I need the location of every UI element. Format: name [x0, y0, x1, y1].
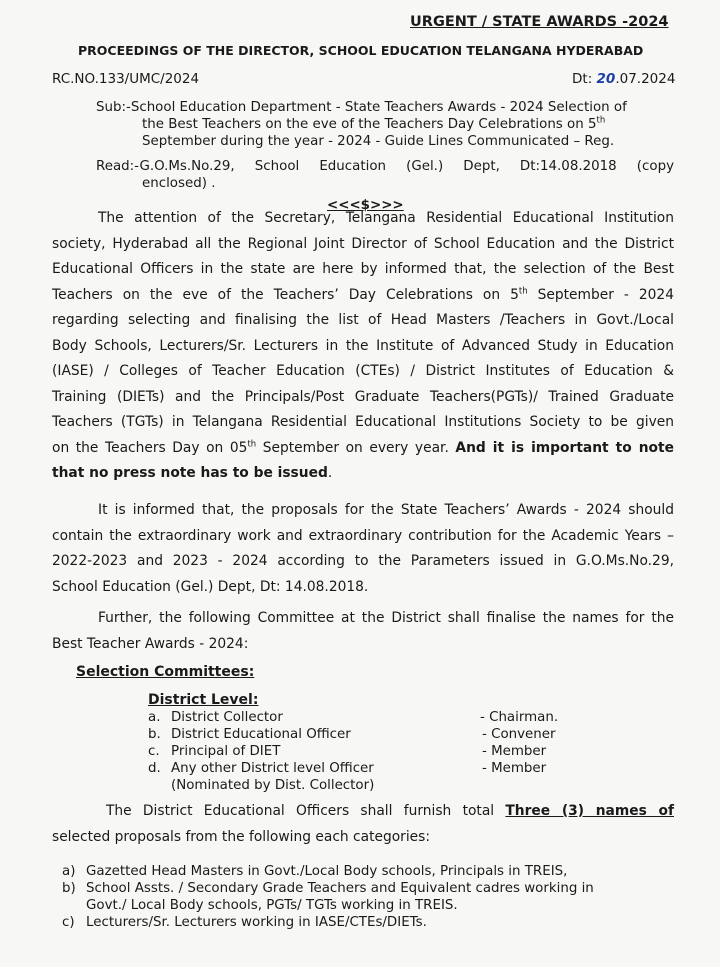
para1-line: Teachers (TGTs) in Telangana Residential Educational Institutions Society to be given — [52, 414, 674, 430]
category-item-continuation: Govt./ Local Body schools, PGTs/ TGTs working in TREIS. — [86, 898, 458, 913]
subject-line-2: the Best Teachers on the eve of the Teachers Day Celebrations on 5th — [142, 115, 606, 132]
date-rest: .07.2024 — [615, 71, 676, 87]
date-handwritten-day: 20 — [596, 71, 616, 87]
subject-line-3: September during the year - 2024 - Guide Lines Communicated – Reg. — [142, 134, 615, 149]
para1-line: regarding selecting and finalising the list of Head Masters /Teachers in Govt./Local — [52, 312, 674, 328]
role-member: - Member — [482, 761, 547, 776]
committee-roles — [480, 709, 558, 777]
para2-line: It is informed that, the proposals for the State Teachers’ Awards - 2024 should — [98, 502, 674, 518]
para4-line: selected proposals from the following each categories: — [52, 828, 430, 845]
para1-line: Educational Officers in the state are here by informed that, the selection of the Best — [52, 261, 674, 277]
date-label: Dt: — [572, 71, 597, 87]
para1-line: The attention of the Secretary, Telangana Residential Educational Institution — [98, 210, 674, 226]
para1-line: (IASE) / Colleges of Teacher Education (CTEs) / District Institutes of Education & — [52, 363, 674, 379]
reference-number: RC.NO.133/UMC/2024 — [52, 71, 200, 87]
committee-item: b. District Educational Officer — [148, 727, 351, 742]
read-line-1: Read:-G.O.Ms.No.29, School Education (Gel.) Dept, Dt:14.08.2018 (copy — [96, 159, 674, 174]
categories-list — [62, 863, 594, 931]
role-convener: - Convener — [482, 727, 556, 742]
committee-item: c. Principal of DIET — [148, 744, 281, 759]
para2-line: School Education (Gel.) Dept, Dt: 14.08.2018. — [52, 578, 369, 595]
committee-list — [148, 709, 374, 794]
urgent-heading: URGENT / STATE AWARDS -2024 — [410, 14, 669, 30]
paragraph-attention — [52, 206, 674, 487]
para1-line: Training (DIETs) and the Principals/Post Graduate Teachers(PGTs)/ Trained Graduate — [52, 388, 674, 405]
proceedings-title: PROCEEDINGS OF THE DIRECTOR, SCHOOL EDUCATION TELANGANA HYDERABAD — [78, 43, 644, 58]
paragraph-proposals — [52, 498, 674, 600]
read-line-2: enclosed) . — [142, 176, 216, 191]
para1-line: on the Teachers Day on 05th September on every year. And it is important to note — [52, 438, 674, 456]
para1-line: society, Hyderabad all the Regional Joint Director of School Education and the District — [52, 235, 674, 252]
date — [572, 71, 675, 87]
para1-line: that no press note has to be issued. — [52, 465, 333, 481]
committee-item: d. Any other District level Officer — [148, 761, 374, 776]
separator: <<<$>>> — [327, 198, 404, 213]
para3-line: Best Teacher Awards - 2024: — [52, 635, 249, 652]
paragraph-committee-intro — [52, 606, 674, 657]
para1-line: Body Schools, Lecturers/Sr. Lecturers in the Institute of Advanced Study in Education — [52, 337, 674, 354]
category-item: b) School Assts. / Secondary Grade Teachers and Equivalent cadres working in — [62, 881, 594, 896]
committee-item: a. District Collector — [148, 710, 283, 725]
role-chairman: - Chairman. — [480, 710, 559, 725]
para1-line: Teachers on the eve of the Teachers’ Day Celebrations on 5th September - 2024 — [52, 285, 674, 303]
category-item: a) Gazetted Head Masters in Govt./Local Body schools, Principals in TREIS, — [62, 864, 568, 879]
para4-line: The District Educational Officers shall furnish total Three (3) names of — [106, 803, 674, 819]
role-member: - Member — [482, 744, 547, 759]
subject-line-1: Sub:-School Education Department - State Teachers Awards - 2024 Selection of — [96, 100, 627, 115]
selection-committees-heading: Selection Committees: — [76, 664, 255, 680]
para3-line: Further, the following Committee at the District shall finalise the names for the — [98, 610, 674, 626]
para2-line: contain the extraordinary work and extraordinary contribution for the Academic Years – — [52, 527, 674, 544]
district-level-heading: District Level: — [148, 692, 259, 708]
para2-line: 2022-2023 and 2023 - 2024 according to the Parameters issued in G.O.Ms.No.29, — [52, 553, 674, 569]
paragraph-furnish-names — [52, 799, 674, 850]
committee-note: (Nominated by Dist. Collector) — [171, 778, 375, 793]
category-item: c) Lecturers/Sr. Lecturers working in IASE/CTEs/DIETs. — [62, 915, 427, 930]
